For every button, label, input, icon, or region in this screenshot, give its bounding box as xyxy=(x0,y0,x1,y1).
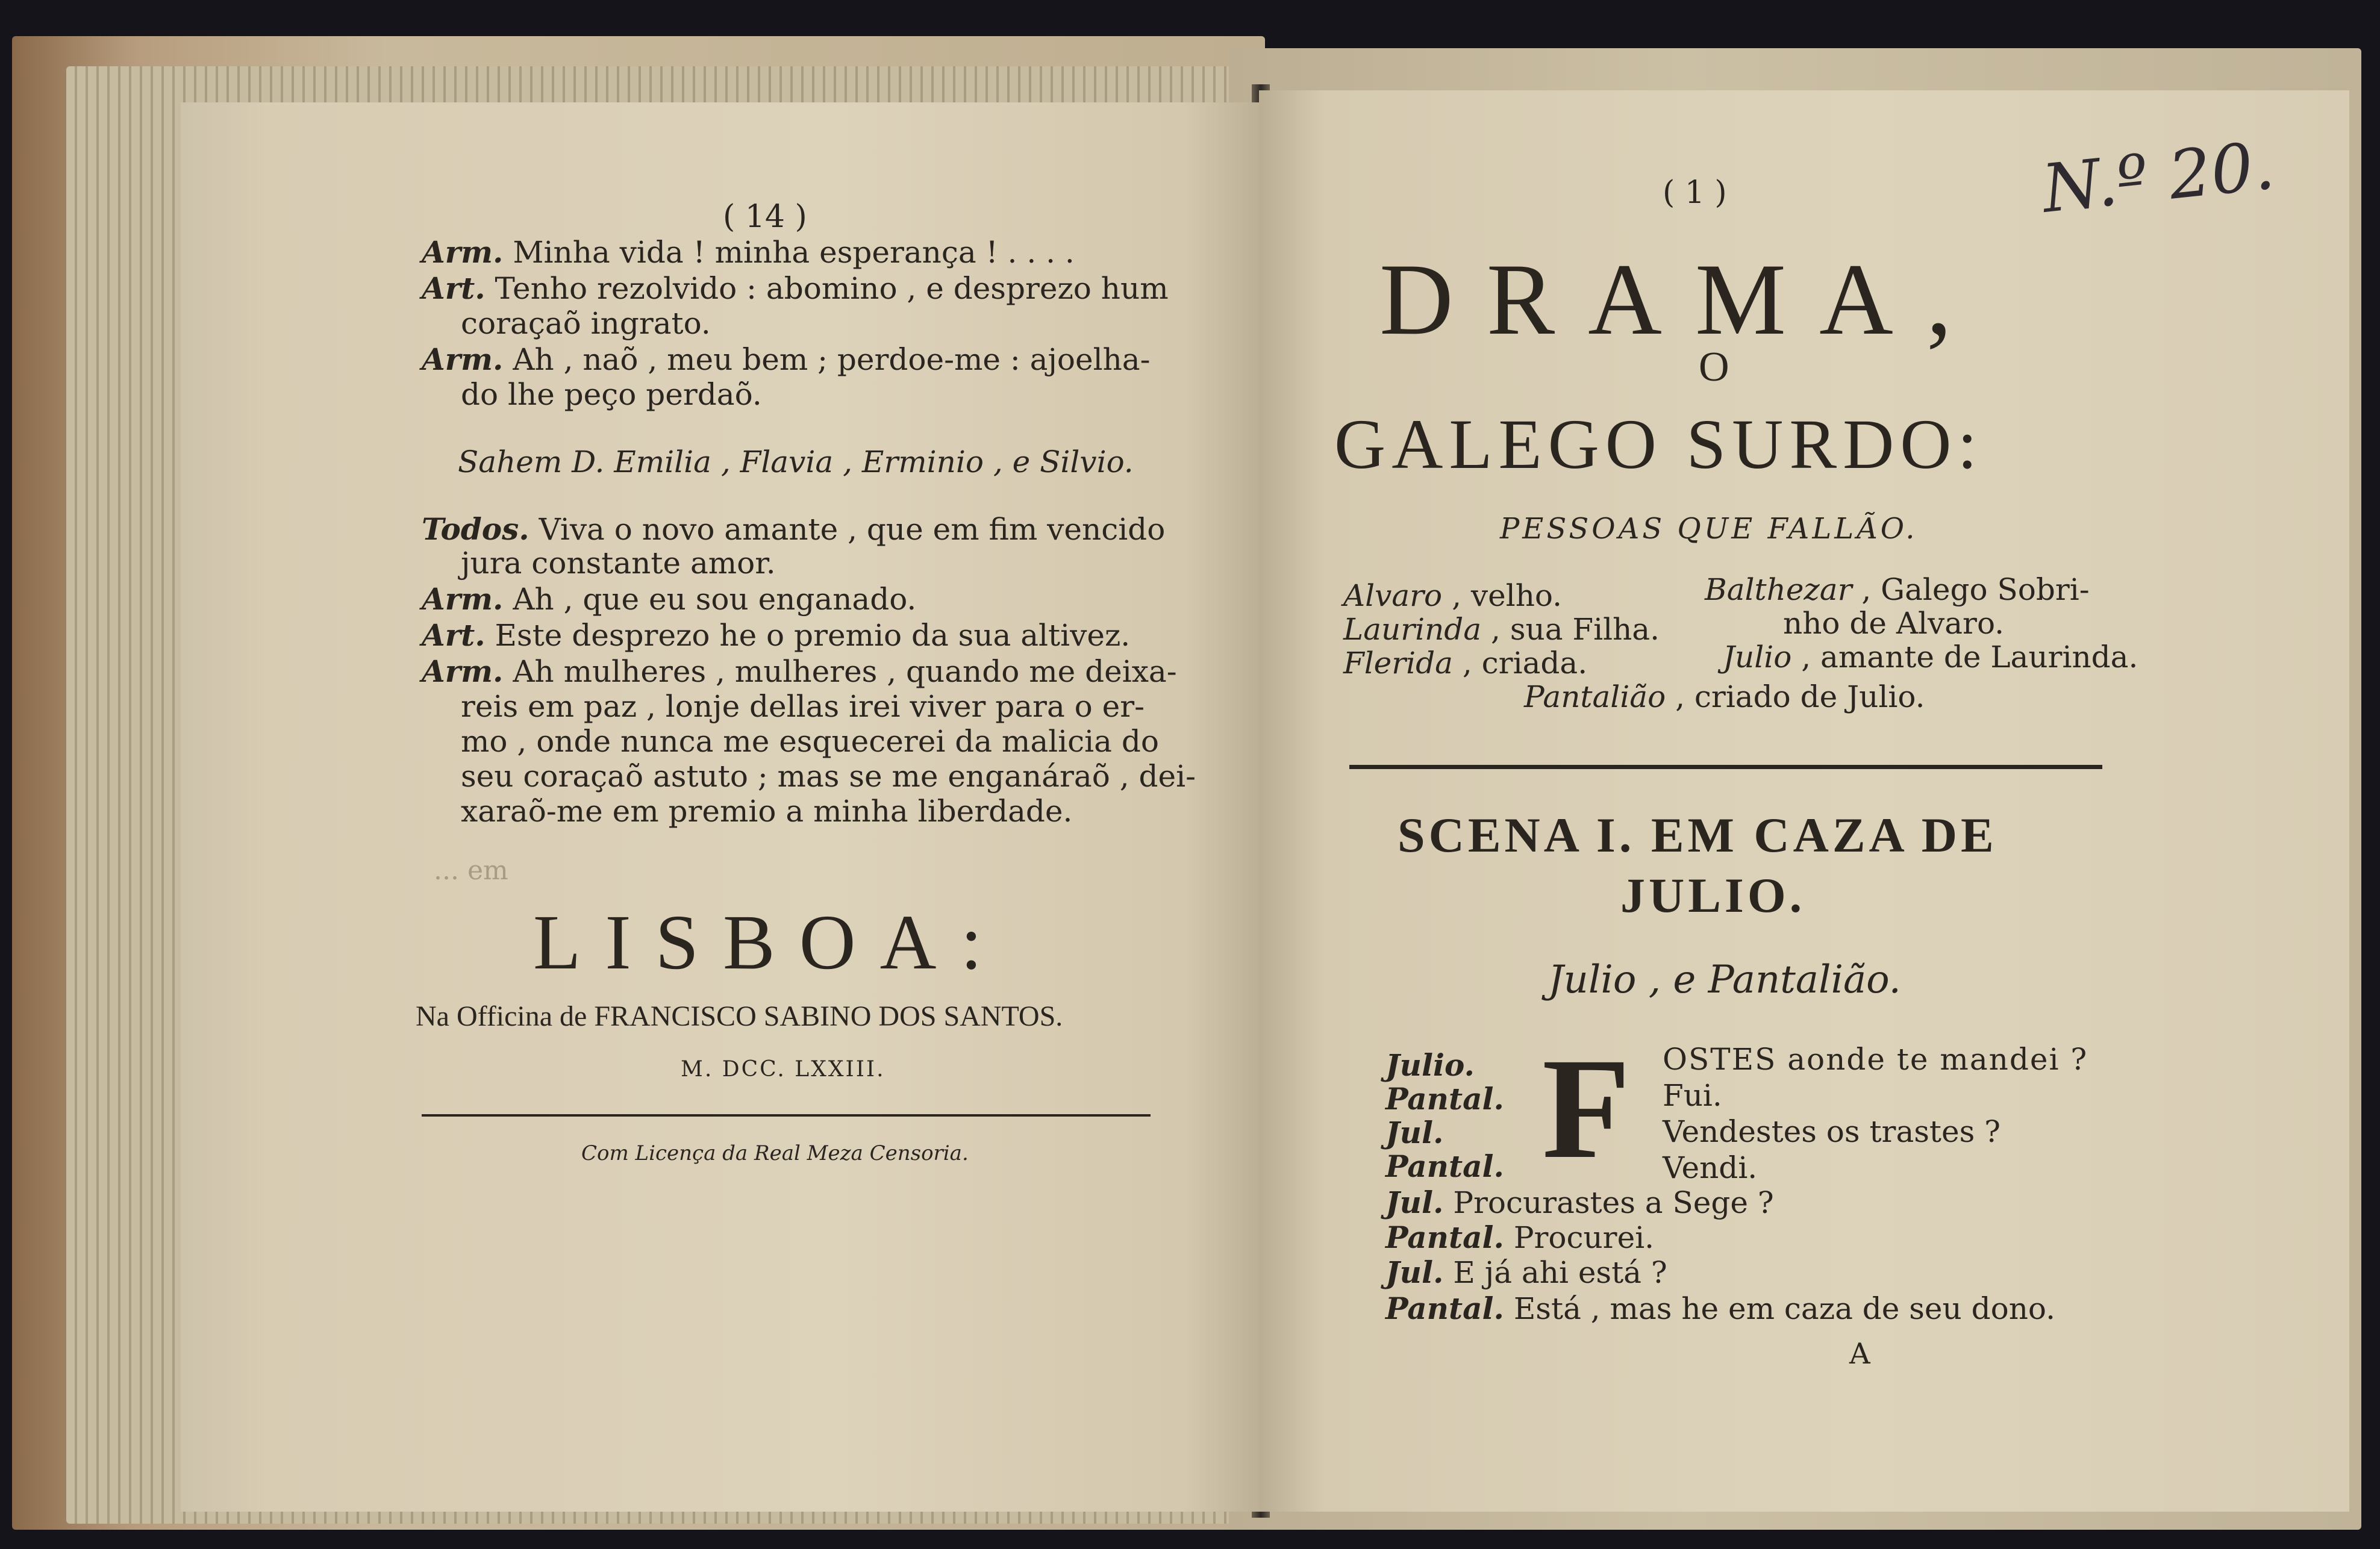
speaker: Julio. xyxy=(1385,1047,1475,1083)
person-entry xyxy=(1343,612,1660,647)
left-page xyxy=(181,102,1271,1512)
dialogue-line xyxy=(422,512,1165,547)
dialogue-line xyxy=(1385,1255,1667,1290)
dialogue-line xyxy=(1385,1149,1504,1184)
speaker: Arm. xyxy=(422,581,504,617)
line-text: mo , onde nunca me esquecerei da malicia do xyxy=(461,724,1159,759)
line-text: Viva o novo amante , que em fim vencido xyxy=(539,512,1166,547)
line-text: xaraõ-me em premio a minha liberdade. xyxy=(461,794,1073,829)
imprint-city: LISBOA: xyxy=(533,899,1007,986)
person-desc: nho de Alvaro. xyxy=(1783,606,2005,641)
dialogue-line xyxy=(1385,1082,1504,1117)
scene-heading-2: JULIO. xyxy=(1620,868,1806,923)
line-text: Procurei. xyxy=(1513,1220,1655,1255)
dialogue-line xyxy=(1385,1220,1654,1255)
person-entry xyxy=(1783,606,2004,641)
line-text: Fui. xyxy=(1663,1078,1722,1113)
speaker: Pantal. xyxy=(1385,1220,1504,1255)
dialogue-line xyxy=(422,582,916,617)
title: DRAMA, xyxy=(1379,243,1985,356)
license-note: Com Licença da Real Meza Censoria. xyxy=(581,1141,969,1165)
dialogue-line xyxy=(461,724,1159,759)
speaker: Arm. xyxy=(422,341,504,377)
person-desc: , Galego Sobri- xyxy=(1861,572,2090,607)
person-entry xyxy=(1343,646,1587,681)
person-entry xyxy=(1705,572,2090,607)
subtitle: GALEGO SURDO: xyxy=(1334,405,1984,484)
person-name: Flerida xyxy=(1343,646,1453,681)
person-name: Pantalião xyxy=(1524,679,1666,714)
dialogue-line xyxy=(461,377,762,412)
person-name: Laurinda xyxy=(1343,612,1482,647)
dialogue-line xyxy=(461,546,776,581)
dialogue-line xyxy=(422,342,1151,377)
line-text: reis em paz , lonje dellas irei viver para o er- xyxy=(461,689,1145,724)
page-number: ( 1 ) xyxy=(1663,175,1727,211)
person-desc: , criada. xyxy=(1462,646,1588,681)
speaker: Art. xyxy=(422,617,486,653)
speaker: Jul. xyxy=(1385,1254,1444,1290)
line-text: coraçaõ ingrato. xyxy=(461,306,711,341)
person-desc: , sua Filha. xyxy=(1491,612,1660,647)
person-desc: , amante de Laurinda. xyxy=(1801,640,2138,675)
person-entry xyxy=(1343,578,1562,613)
line-text: jura constante amor. xyxy=(461,546,776,581)
person-entry xyxy=(1723,640,2138,675)
dialogue-line xyxy=(461,794,1072,829)
line-text: Está , mas he em caza de seu dono. xyxy=(1513,1291,2056,1326)
title-o: O xyxy=(1699,344,1729,390)
line-text: seu coraçaõ astuto ; mas se me enganáraõ , dei- xyxy=(461,759,1196,794)
person-desc: , velho. xyxy=(1452,578,1563,613)
dialogue-line xyxy=(422,618,1130,653)
scene-heading: SCENA I. EM CAZA DE xyxy=(1398,808,1997,862)
line-text: Este desprezo he o premio da sua altivez. xyxy=(495,618,1131,653)
line-text: Tenho rezolvido : abomino , e desprezo hum xyxy=(495,271,1169,306)
faint-bleed-text: ... em xyxy=(434,855,508,886)
speaker: Arm. xyxy=(422,653,504,689)
divider-rule xyxy=(1349,765,2102,769)
speaker: Jul. xyxy=(1385,1185,1444,1220)
speaker: Arm. xyxy=(422,234,504,270)
handwritten-number: N.º 20. xyxy=(2038,126,2278,228)
dialogue-line xyxy=(461,689,1145,724)
person-name: Julio xyxy=(1723,640,1792,675)
speaker: Pantal. xyxy=(1385,1081,1504,1117)
dialogue-line xyxy=(1385,1115,1443,1150)
line-text: Procurastes a Sege ? xyxy=(1453,1185,1774,1220)
line-text: Vendestes os trastes ? xyxy=(1663,1114,2001,1149)
stage-direction: Sahem D. Emilia , Flavia , Erminio , e Silvio. xyxy=(458,444,1134,479)
line-text: do lhe peço perdaõ. xyxy=(461,377,762,412)
line-text: Vendi. xyxy=(1663,1150,1758,1185)
speaker: Pantal. xyxy=(1385,1149,1504,1184)
speaker: Todos. xyxy=(422,511,529,547)
dialogue-line xyxy=(461,306,711,341)
dialogue-line xyxy=(422,654,1177,689)
line-text: Ah , naõ , meu bem ; perdoe-me : ajoelha- xyxy=(513,342,1151,377)
line-text: Ah mulheres , mulheres , quando me deixa- xyxy=(513,654,1177,689)
person-name: Alvaro xyxy=(1343,578,1443,613)
dialogue-line xyxy=(1385,1185,1774,1220)
scene-characters: Julio , e Pantalião. xyxy=(1548,958,1901,1002)
speaker: Art. xyxy=(422,270,486,306)
signature-mark: A xyxy=(1849,1337,1870,1371)
dialogue-line xyxy=(422,235,1075,270)
drop-cap: F xyxy=(1542,1028,1631,1188)
page-number: ( 14 ) xyxy=(723,199,807,235)
imprint-printer: Na Officina de FRANCISCO SABINO DOS SANTOS. xyxy=(416,1000,1063,1032)
line-text: E já ahi está ? xyxy=(1453,1255,1667,1290)
person-desc: , criado de Julio. xyxy=(1675,679,1925,714)
person-name: Balthezar xyxy=(1705,572,1852,607)
dialogue-line xyxy=(1385,1291,2055,1326)
line-text: Ah , que eu sou enganado. xyxy=(513,582,917,617)
imprint-year: M. DCC. LXXIII. xyxy=(681,1057,885,1082)
right-page xyxy=(1259,90,2349,1512)
speaker: Pantal. xyxy=(1385,1291,1504,1326)
speaker: Jul. xyxy=(1385,1115,1444,1150)
line-text: Minha vida ! minha esperança ! . . . . xyxy=(513,235,1075,270)
dialogue-line xyxy=(422,271,1169,306)
persons-heading: PESSOAS QUE FALLÃO. xyxy=(1500,512,1918,546)
line-text: OSTES aonde te mandei ? xyxy=(1663,1042,2088,1077)
dialogue-line xyxy=(461,759,1196,794)
divider-rule xyxy=(422,1114,1151,1117)
person-entry xyxy=(1524,679,1925,714)
dialogue-line xyxy=(1385,1048,1475,1083)
